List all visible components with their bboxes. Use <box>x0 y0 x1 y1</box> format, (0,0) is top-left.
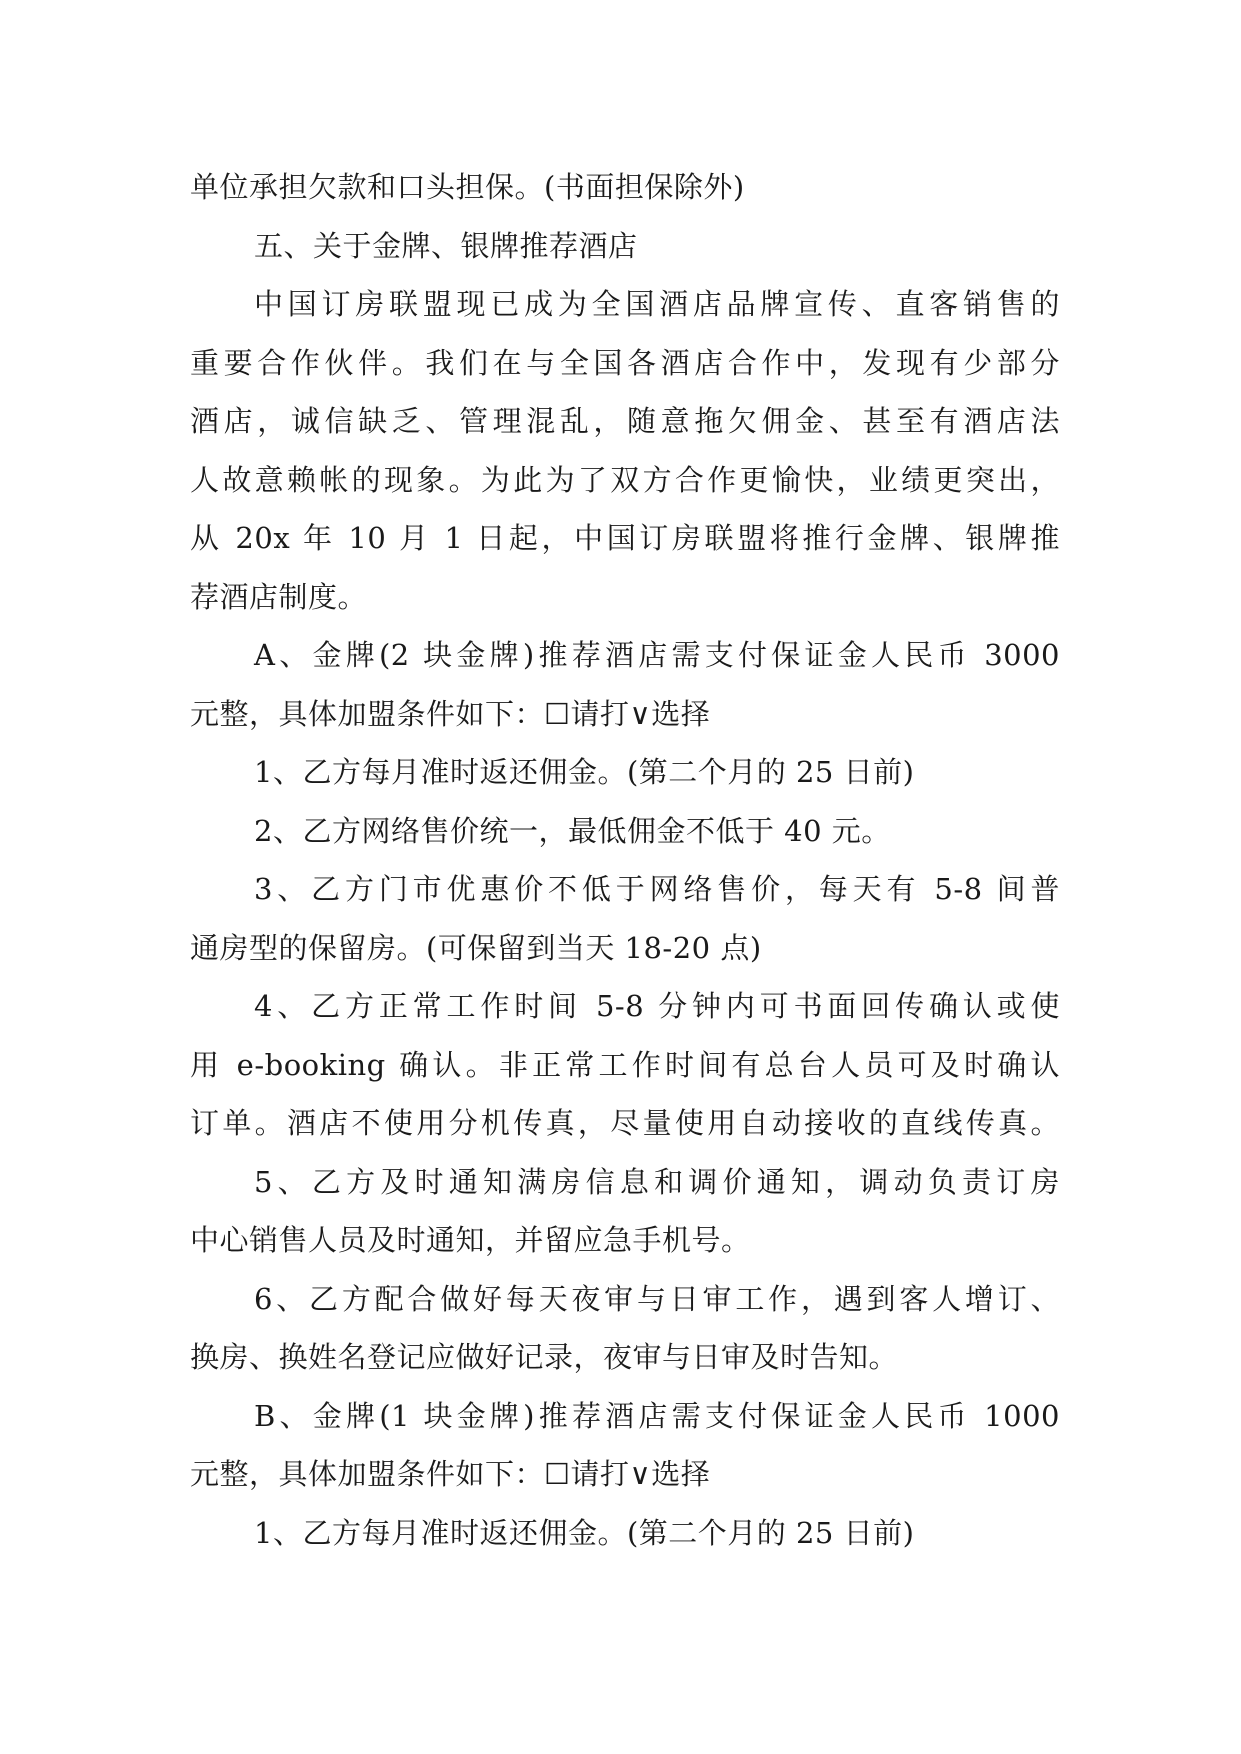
paragraph-line: 通房型的保留房。(可保留到当天 18-20 点) <box>190 930 762 965</box>
paragraph-line: 从 20x 年 10 月 1 日起，中国订房联盟将推行金牌、银牌推 <box>190 521 1060 555</box>
paragraph-line: 人故意赖帐的现象。为此为了双方合作更愉快，业绩更突出， <box>190 462 1060 497</box>
paragraph-line: 重要合作伙伴。我们在与全国各酒店合作中，发现有少部分 <box>190 345 1060 380</box>
paragraph-line: 元整，具体加盟条件如下：☐请打∨选择 <box>190 1457 711 1491</box>
list-item: 4、乙方正常工作时间 5-8 分钟内可书面回传确认或使 <box>254 989 1060 1023</box>
section-heading: 五、关于金牌、银牌推荐酒店 <box>254 228 638 263</box>
paragraph-line: 中国订房联盟现已成为全国酒店品牌宣传、直客销售的 <box>254 287 1060 321</box>
paragraph-line: 用 e-booking 确认。非正常工作时间有总台人员可及时确认 <box>190 1047 1060 1082</box>
paragraph-line: 换房、换姓名登记应做好记录，夜审与日审及时告知。 <box>190 1340 899 1374</box>
paragraph-line: 荐酒店制度。 <box>190 579 368 614</box>
paragraph-line: 中心销售人员及时通知，并留应急手机号。 <box>190 1223 751 1257</box>
paragraph-line: 单位承担欠款和口头担保。(书面担保除外) <box>190 170 745 204</box>
list-item: 5、乙方及时通知满房信息和调价通知，调动负责订房 <box>254 1164 1060 1199</box>
paragraph-line: B、金牌(1 块金牌)推荐酒店需支付保证金人民币 1000 <box>254 1398 1060 1433</box>
paragraph-line: 酒店，诚信缺乏、管理混乱，随意拖欠佣金、甚至有酒店法 <box>190 404 1060 438</box>
list-item: 1、乙方每月准时返还佣金。(第二个月的 25 日前) <box>254 1515 915 1550</box>
paragraph-line: 订单。酒店不使用分机传真，尽量使用自动接收的直线传真。 <box>190 1106 1060 1140</box>
document-body <box>190 158 1060 1562</box>
list-item: 2、乙方网络售价统一，最低佣金不低于 40 元。 <box>254 813 891 848</box>
list-item: 1、乙方每月准时返还佣金。(第二个月的 25 日前) <box>254 755 915 789</box>
list-item: 3、乙方门市优惠价不低于网络售价，每天有 5-8 间普 <box>254 872 1060 906</box>
paragraph-line: A、金牌(2 块金牌)推荐酒店需支付保证金人民币 3000 <box>254 638 1060 672</box>
paragraph-line: 元整，具体加盟条件如下：☐请打∨选择 <box>190 696 711 731</box>
list-item: 6、乙方配合做好每天夜审与日审工作，遇到客人增订、 <box>254 1281 1060 1316</box>
